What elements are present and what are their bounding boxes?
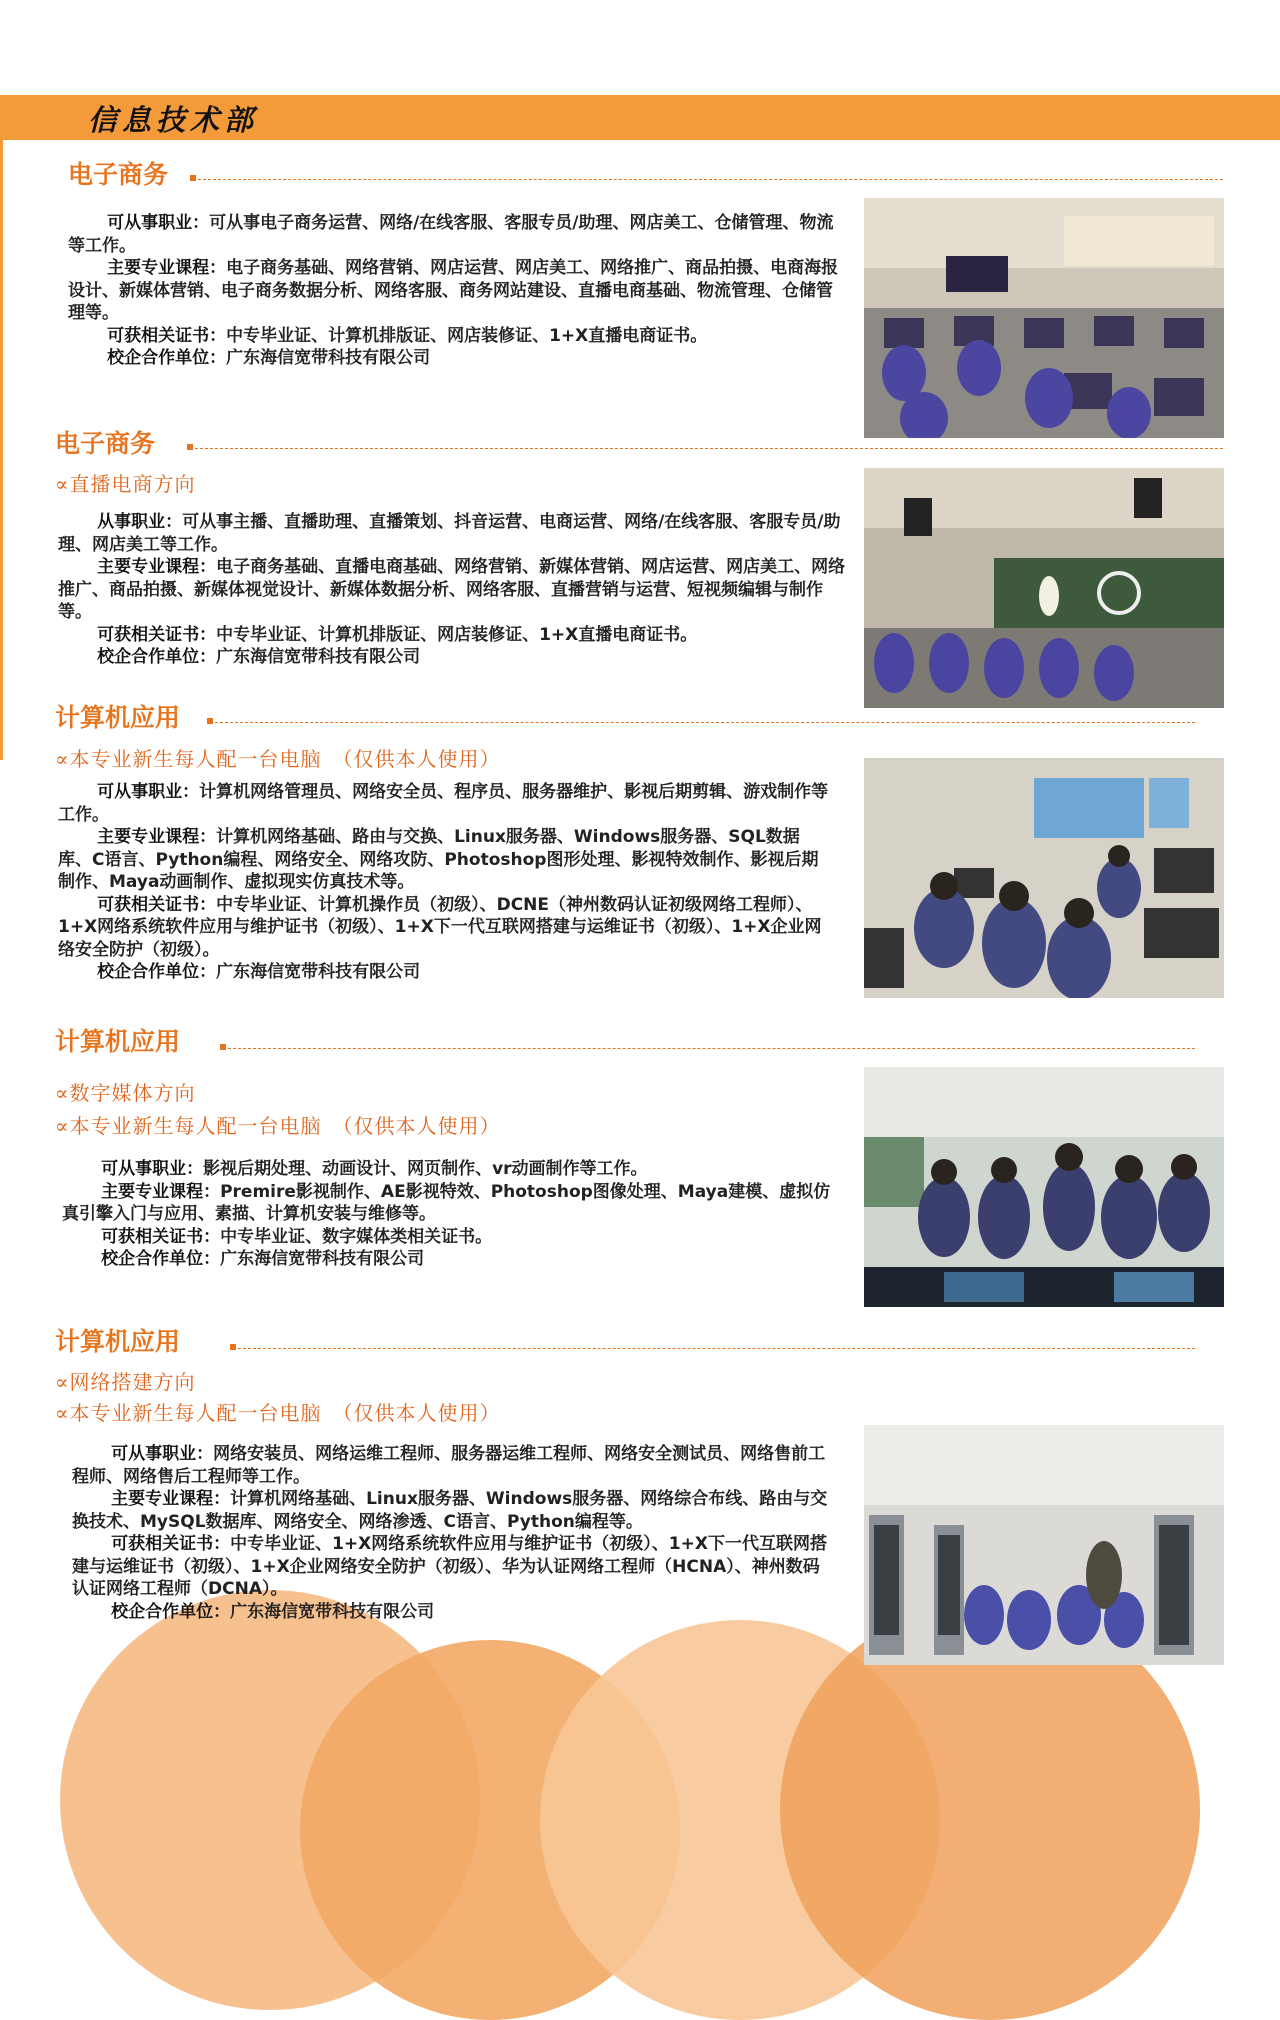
section-subtitle: ∝网络搭建方向 [55,1370,196,1394]
body-item: 可从事职业：计算机网络管理员、网络安全员、程序员、服务器维护、影视后期剪辑、游戏制作等工作。 [58,782,829,825]
body-item: 可获相关证书：中专毕业证、计算机排版证、网店装修证、1+X直播电商证书。 [107,325,708,346]
page-title: 信息技术部 [88,103,259,137]
body-item: 主要专业课程：Premire影视制作、AE影视特效、Photoshop图像处理、Maya建模、虚拟仿真引擎入门与应用、素描、计算机安装与维修等。 [62,1181,831,1224]
body-item: 校企合作单位：广东海信宽带科技有限公司 [111,1601,435,1622]
section-subtitle: ∝数字媒体方向 [55,1081,196,1105]
section-title: 电子商务 [55,429,156,458]
section-title: 计算机应用 [55,703,181,732]
body-item: 从事职业：可从事主播、直播助理、直播策划、抖音运营、电商运营、网络/在线客服、客服专员/助理、网店美工等工作。 [58,512,841,555]
vr-lab-photo [864,1067,1224,1307]
network-lab-photo [864,1425,1224,1665]
body-item: 可获相关证书：中专毕业证、计算机操作员（初级）、DCNE（神州数码认证初级网络工程师）、1+X网络系统软件应用与维护证书（初级）、1+X下一代互联网搭建与运维证书（初级）、1+X企业网络安全防护（初级）。 [58,894,822,960]
section-body [68,212,840,370]
title-divider [198,179,1223,180]
title-dot [220,1044,226,1050]
title-dot [207,718,213,724]
accent-line [0,140,3,760]
body-item: 可获相关证书：中专毕业证、数字媒体类相关证书。 [101,1226,493,1247]
section-body [62,1158,840,1271]
title-divider [238,1348,1195,1349]
section-body [58,781,833,984]
body-item: 校企合作单位：广东海信宽带科技有限公司 [101,1249,425,1269]
section-subtitle: ∝本专业新生每人配一台电脑 （仅供本人使用） [55,1114,501,1138]
title-divider [228,1048,1195,1049]
body-item: 可从事职业：网络安装员、网络运维工程师、服务器运维工程师、网络安全测试员、网络售前工程师、网络售后工程师等工作。 [72,1444,826,1487]
title-divider [215,722,1195,723]
section-subtitle: ∝本专业新生每人配一台电脑 （仅供本人使用） [55,1401,501,1425]
title-dot [187,444,193,450]
body-item: 校企合作单位：广东海信宽带科技有限公司 [97,962,421,982]
body-item: 校企合作单位：广东海信宽带科技有限公司 [97,647,421,667]
section-title: 计算机应用 [55,1027,181,1056]
section-subtitle: ∝本专业新生每人配一台电脑 （仅供本人使用） [55,747,501,771]
body-item: 可从事职业：影视后期处理、动画设计、网页制作、vr动画制作等工作。 [101,1159,648,1179]
section-title: 计算机应用 [55,1327,181,1356]
body-item: 主要专业课程：计算机网络基础、Linux服务器、Windows服务器、网络综合布线、路由与交换技术、MySQL数据库、网络安全、网络渗透、C语言、Python编程等。 [72,1489,828,1532]
section-title: 电子商务 [68,160,169,189]
body-item: 可获相关证书：中专毕业证、1+X网络系统软件应用与维护证书（初级）、1+X下一代互联网搭建与运维证书（初级）、1+X企业网络安全防护（初级）、华为认证网络工程师（HCNA）、神州数码认证网络工程师（DCNA）。 [72,1534,827,1599]
title-dot [230,1344,236,1350]
body-item: 可获相关证书：中专毕业证、计算机排版证、网店装修证、1+X直播电商证书。 [97,624,698,645]
section-body [72,1443,834,1623]
title-dot [190,175,196,181]
section-body [58,511,848,669]
body-item: 可从事职业：可从事电子商务运营、网络/在线客服、客服专员/助理、网店美工、仓储管理、物流等工作。 [68,213,834,256]
livestream-studio-photo [864,468,1224,708]
body-item: 主要专业课程：计算机网络基础、路由与交换、Linux服务器、Windows服务器、SQL数据库、C语言、Python编程、网络安全、网络攻防、Photoshop图形处理、影视特效制作、影视后期制作、Maya动画制作、虚拟现实仿真技术等。 [58,827,819,892]
classroom-computers-photo [864,198,1224,438]
body-item: 校企合作单位：广东海信宽带科技有限公司 [107,348,431,368]
section-subtitle: ∝直播电商方向 [55,472,196,496]
computer-lab-photo [864,758,1224,998]
body-item: 主要专业课程：电子商务基础、直播电商基础、网络营销、新媒体营销、网店运营、网店美工、网络推广、商品拍摄、新媒体视觉设计、新媒体数据分析、网络客服、直播营销与运营、短视频编辑与制作等。 [58,557,846,622]
title-divider [195,448,1223,449]
body-item: 主要专业课程：电子商务基础、网络营销、网店运营、网店美工、网络推广、商品拍摄、电商海报设计、新媒体营销、电子商务数据分析、网络客服、商务网站建设、直播电商基础、物流管理、仓储管理等。 [68,258,839,323]
